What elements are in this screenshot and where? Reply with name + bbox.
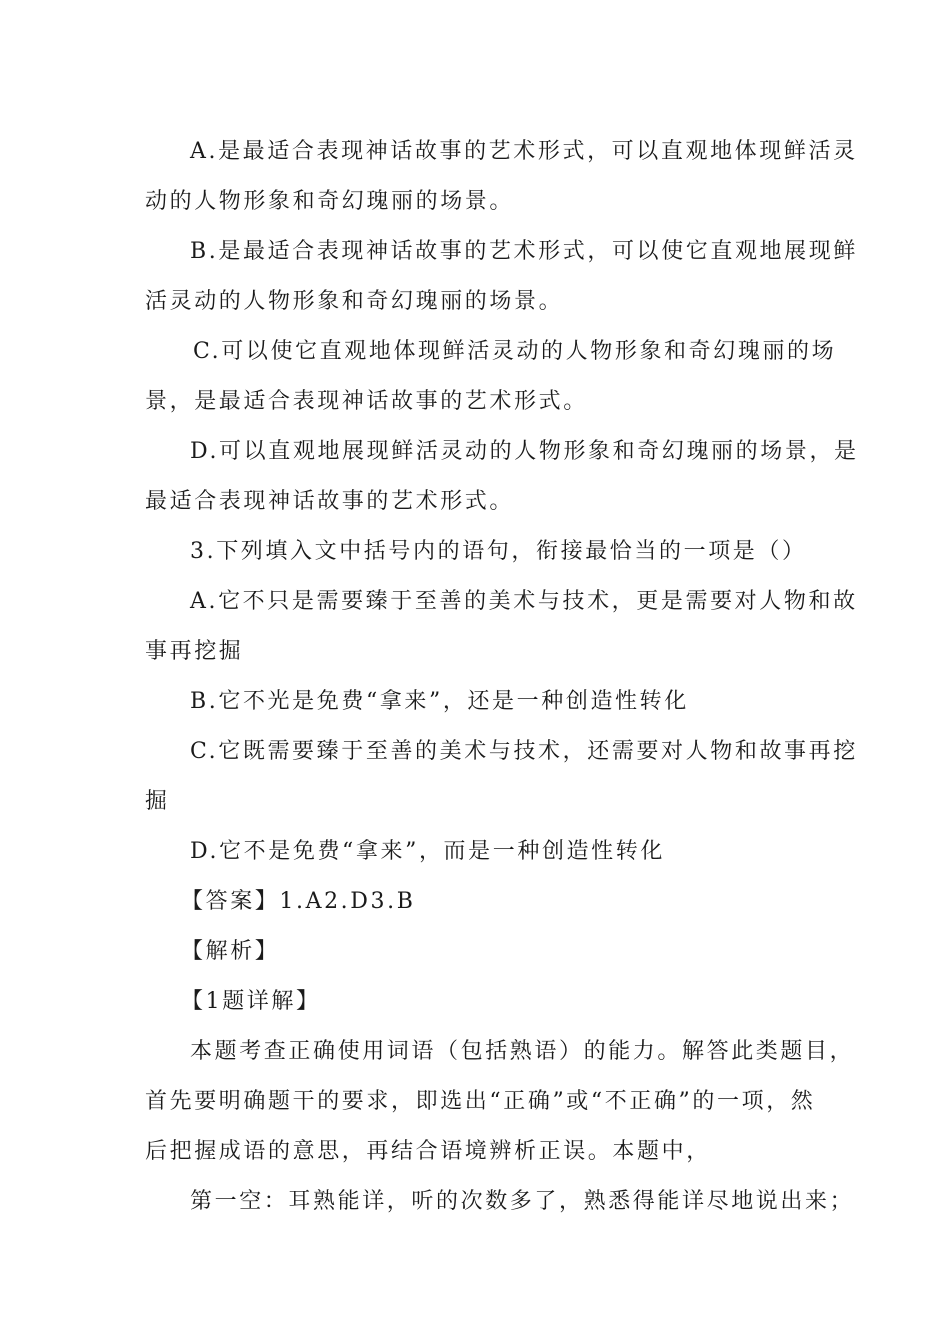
option-b-line-2: 活灵动的人物形象和奇幻瑰丽的场景。	[145, 289, 564, 314]
option-d-line-1: D.可以直观地展现鲜活灵动的人物形象和奇幻瑰丽的场景，是	[190, 439, 859, 464]
q3-option-c-line-2: 掘	[145, 789, 170, 814]
option-c-line-1: C.可以使它直观地体现鲜活灵动的人物形象和奇幻瑰丽的场	[193, 339, 837, 364]
question-3-stem: 3.下列填入文中括号内的语句，衔接最恰当的一项是（）	[190, 539, 807, 564]
question-1-detail-heading: 【1题详解】	[181, 989, 321, 1014]
analysis-heading: 【解析】	[181, 939, 280, 964]
option-c-line-2: 景，是最适合表现神话故事的艺术形式。	[145, 389, 588, 414]
option-a-line-1: A.是最适合表现神话故事的艺术形式，可以直观地体现鲜活灵	[190, 139, 858, 164]
q3-option-d: D.它不是免费“拿来”，而是一种创造性转化	[190, 839, 665, 864]
explanation-line-1: 本题考查正确使用词语（包括熟语）的能力。解答此类题目，	[190, 1039, 855, 1064]
explanation-line-3: 后把握成语的意思，再结合语境辨析正误。本题中，	[145, 1139, 711, 1164]
option-d-line-2: 最适合表现神话故事的艺术形式。	[145, 489, 515, 514]
first-blank-explanation: 第一空：耳熟能详，听的次数多了，熟悉得能详尽地说出来；	[190, 1189, 855, 1214]
q3-option-c-line-1: C.它既需要臻于至善的美术与技术，还需要对人物和故事再挖	[190, 739, 858, 764]
explanation-line-2: 首先要明确题干的要求，即选出“正确”或“不正确”的一项，然	[145, 1089, 816, 1114]
option-a-line-2: 动的人物形象和奇幻瑰丽的场景。	[145, 189, 515, 214]
option-b-line-1: B.是最适合表现神话故事的艺术形式，可以使它直观地展现鲜	[190, 239, 858, 264]
answer-heading: 【答案】1.A2.D3.B	[181, 889, 416, 914]
q3-option-b: B.它不光是免费“拿来”，还是一种创造性转化	[190, 689, 689, 714]
q3-option-a-line-1: A.它不只是需要臻于至善的美术与技术，更是需要对人物和故	[190, 589, 858, 614]
q3-option-a-line-2: 事再挖掘	[145, 639, 244, 664]
